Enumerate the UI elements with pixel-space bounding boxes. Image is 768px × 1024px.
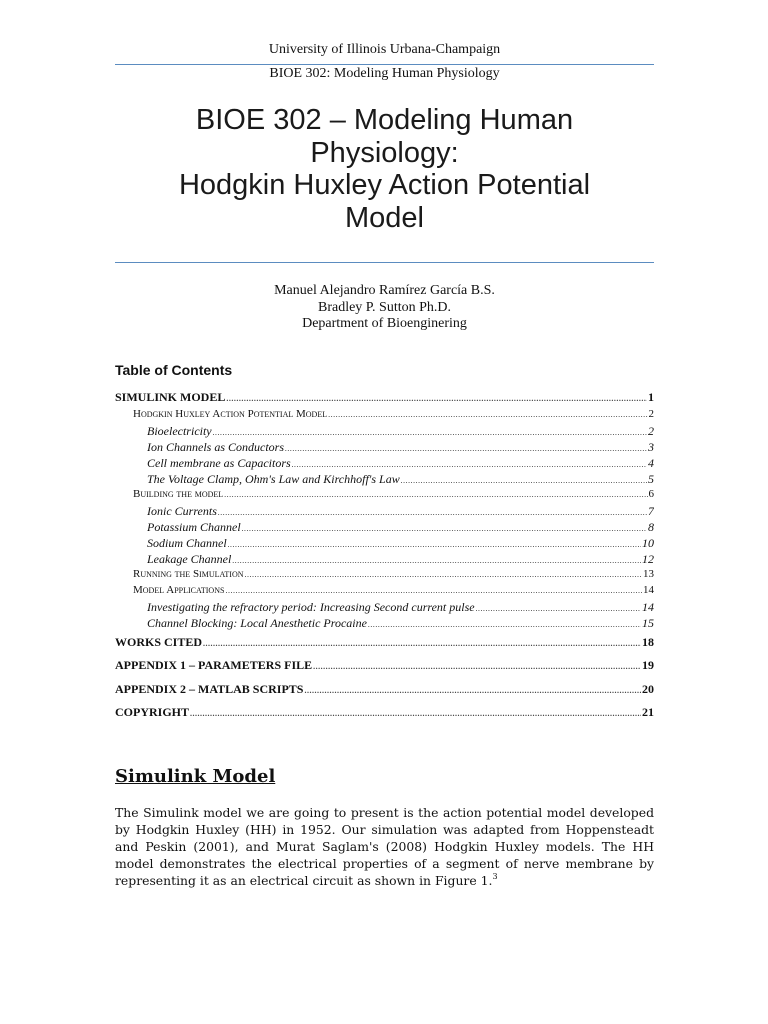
toc-entry[interactable] bbox=[115, 705, 654, 720]
paragraph-text: The Simulink model we are going to present is the action potential model developed by Hodgkin Huxley (HH) in 1952. Our simulation was adapted from Hoppensteadt and Peskin (2001), and Murat Saglam's (2008) Hodgkin Huxley models. The HH model demonstrates the electrical properties of a segment of nerve membrane by representing it as an electrical circuit as shown in Figure 1. bbox=[115, 805, 654, 888]
toc-entry-page: 15 bbox=[642, 616, 654, 630]
toc-leader-dots bbox=[190, 709, 641, 718]
toc-entry-title: Ion Channels as Conductors bbox=[147, 440, 285, 454]
body-paragraph bbox=[115, 804, 654, 889]
toc-entry-page: 4 bbox=[648, 456, 654, 470]
toc-entry[interactable] bbox=[147, 616, 654, 631]
toc-entry-page: 14 bbox=[643, 584, 654, 596]
toc-entry-page: 21 bbox=[642, 705, 654, 719]
toc-entry-page: 18 bbox=[642, 635, 654, 649]
title-line: Physiology: bbox=[310, 136, 459, 169]
toc-heading: Table of Contents bbox=[115, 362, 233, 378]
toc-entry-title: Model Applications bbox=[133, 584, 225, 596]
title-line: Model bbox=[345, 201, 424, 234]
toc-entry-title: APPENDIX 1 – PARAMETERS FILE bbox=[115, 658, 313, 672]
toc-entry-page: 10 bbox=[642, 536, 654, 550]
toc-leader-dots bbox=[368, 620, 641, 629]
toc-entry[interactable] bbox=[147, 600, 654, 615]
toc-entry[interactable] bbox=[115, 390, 654, 405]
toc-entry-page: 5 bbox=[648, 472, 654, 486]
toc-entry[interactable] bbox=[147, 424, 654, 439]
toc-entry[interactable] bbox=[147, 472, 654, 487]
toc-entry-page: 14 bbox=[642, 600, 654, 614]
toc-entry-page: 7 bbox=[648, 504, 654, 518]
author-name: Manuel Alejandro Ramírez García B.S. bbox=[274, 283, 495, 298]
toc-entry-page: 2 bbox=[648, 408, 654, 420]
toc-entry-title: SIMULINK MODEL bbox=[115, 390, 226, 404]
toc-leader-dots bbox=[401, 476, 647, 485]
toc-entry[interactable] bbox=[133, 408, 654, 420]
toc-entry-title: Building the model bbox=[133, 488, 224, 500]
toc-leader-dots bbox=[313, 662, 641, 671]
toc-leader-dots bbox=[226, 394, 647, 403]
toc-entry[interactable] bbox=[147, 456, 654, 471]
toc-entry[interactable] bbox=[147, 504, 654, 519]
toc-leader-dots bbox=[203, 639, 641, 648]
toc-entry-title: Cell membrane as Capacitors bbox=[147, 456, 291, 470]
toc-leader-dots bbox=[218, 508, 647, 517]
toc-entry[interactable] bbox=[147, 520, 654, 535]
toc-entry-title: The Voltage Clamp, Ohm's Law and Kirchhoff's Law bbox=[147, 472, 400, 486]
toc-entry-title: Hodgkin Huxley Action Potential Model bbox=[133, 408, 328, 420]
toc-entry[interactable] bbox=[115, 658, 654, 673]
toc-entry-page: 12 bbox=[642, 552, 654, 566]
toc-leader-dots bbox=[304, 686, 641, 695]
author-department: Department of Bioenginering bbox=[302, 316, 467, 331]
toc-leader-dots bbox=[285, 444, 647, 453]
toc-entry-page: 3 bbox=[648, 440, 654, 454]
toc-entry[interactable] bbox=[147, 536, 654, 551]
toc-leader-dots bbox=[228, 540, 641, 549]
running-header-course: BIOE 302: Modeling Human Physiology bbox=[269, 66, 500, 81]
toc-leader-dots bbox=[213, 428, 647, 437]
running-header-university: University of Illinois Urbana-Champaign bbox=[268, 42, 501, 57]
toc-entry-title: COPYRIGHT bbox=[115, 705, 190, 719]
table-of-contents bbox=[115, 390, 654, 720]
toc-entry-title: Channel Blocking: Local Anesthetic Procaine bbox=[147, 616, 367, 630]
toc-entry-page: 1 bbox=[648, 390, 654, 404]
title-divider bbox=[115, 262, 654, 263]
section-heading: Simulink Model bbox=[115, 766, 276, 787]
toc-entry-page: 2 bbox=[648, 424, 654, 438]
toc-entry-title: APPENDIX 2 – MATLAB SCRIPTS bbox=[115, 682, 304, 696]
toc-entry-page: 20 bbox=[642, 682, 654, 696]
toc-entry-title: Potassium Channel bbox=[147, 520, 241, 534]
toc-entry[interactable] bbox=[147, 552, 654, 567]
toc-leader-dots bbox=[328, 410, 647, 419]
toc-entry-title: Sodium Channel bbox=[147, 536, 227, 550]
header-divider bbox=[115, 64, 654, 65]
toc-entry-title: Leakage Channel bbox=[147, 552, 232, 566]
toc-leader-dots bbox=[224, 490, 647, 499]
toc-entry[interactable] bbox=[115, 635, 654, 650]
footnote-reference: 3 bbox=[492, 872, 498, 881]
title-line: BIOE 302 – Modeling Human bbox=[195, 104, 574, 136]
toc-entry-title: Ionic Currents bbox=[147, 504, 217, 518]
document-title bbox=[115, 104, 654, 234]
toc-entry-title: Bioelectricity bbox=[147, 424, 212, 438]
toc-entry[interactable] bbox=[133, 488, 654, 500]
toc-entry-page: 13 bbox=[643, 568, 654, 580]
toc-entry-title: Running the Simulation bbox=[133, 568, 244, 580]
toc-leader-dots bbox=[225, 586, 642, 595]
toc-entry[interactable] bbox=[115, 682, 654, 697]
toc-entry[interactable] bbox=[147, 440, 654, 455]
toc-leader-dots bbox=[476, 604, 641, 613]
toc-entry-title: Investigating the refractory period: Increasing Second current pulse bbox=[147, 600, 475, 614]
toc-leader-dots bbox=[245, 570, 643, 579]
toc-entry-title: WORKS CITED bbox=[115, 635, 203, 649]
toc-entry-page: 6 bbox=[648, 488, 654, 500]
toc-leader-dots bbox=[232, 556, 641, 565]
toc-leader-dots bbox=[292, 460, 647, 469]
toc-entry[interactable] bbox=[133, 584, 654, 596]
toc-entry-page: 19 bbox=[642, 658, 654, 672]
author-name: Bradley P. Sutton Ph.D. bbox=[317, 300, 451, 315]
title-line: Hodgkin Huxley Action Potential bbox=[178, 169, 591, 201]
toc-entry[interactable] bbox=[133, 568, 654, 580]
toc-leader-dots bbox=[242, 524, 647, 533]
toc-entry-page: 8 bbox=[648, 520, 654, 534]
